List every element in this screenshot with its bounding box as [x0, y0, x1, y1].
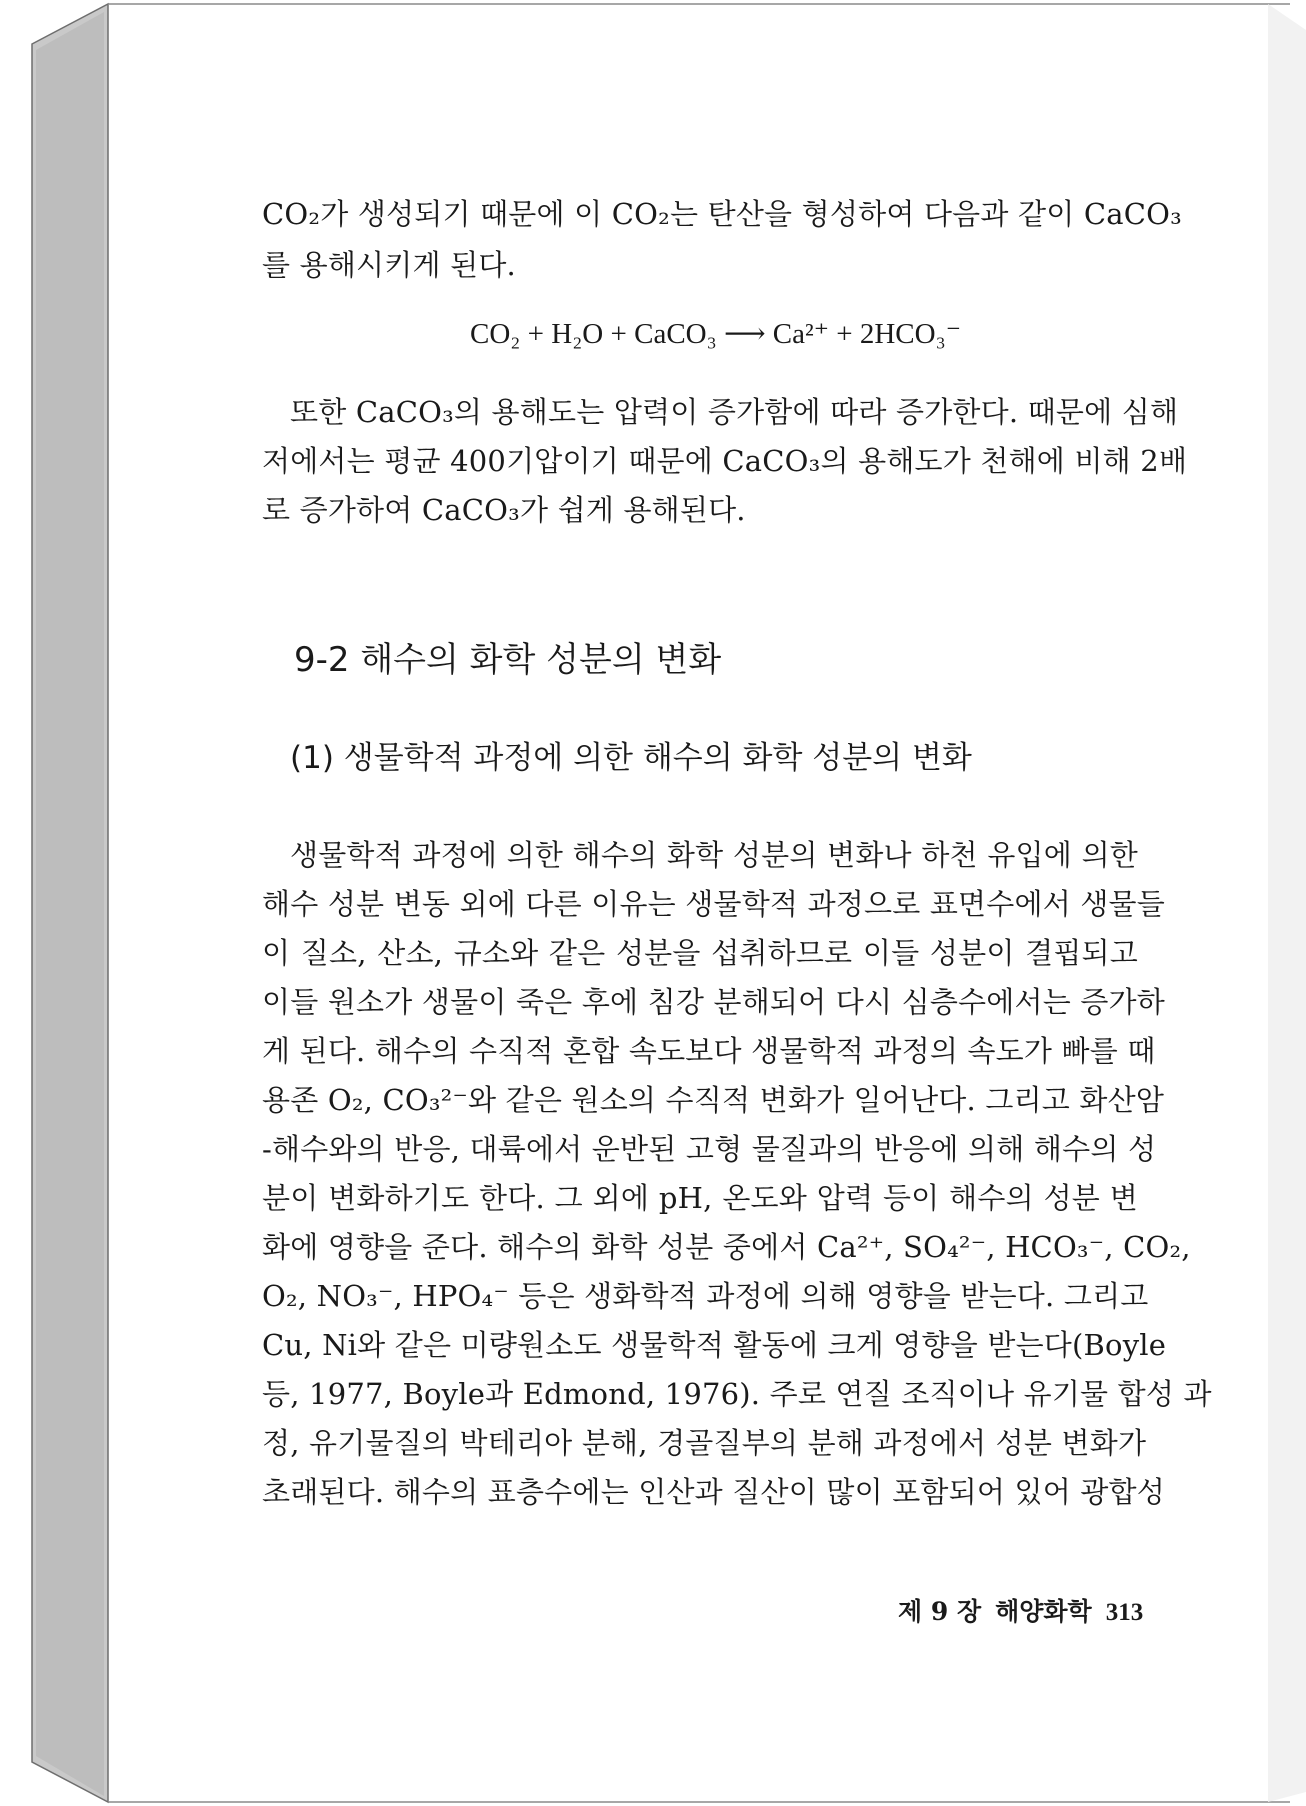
paragraph-line: Cu, Ni와 같은 미량원소도 생물학적 활동에 크게 영향을 받는다(Boyle [262, 1328, 1167, 1362]
paragraph-line: 정, 유기물질의 박테리아 분해, 경골질부의 분해 과정에서 성분 변화가 [262, 1426, 1147, 1460]
subsection-title: (1) 생물학적 과정에 의한 해수의 화학 성분의 변화 [290, 740, 972, 776]
paragraph-line: 분이 변화하기도 한다. 그 외에 pH, 온도와 압력 등이 해수의 성분 변 [262, 1181, 1138, 1215]
paragraph-line: 게 된다. 해수의 수직적 혼합 속도보다 생물학적 과정의 속도가 빠를 때 [262, 1034, 1156, 1068]
paragraph-line: 로 증가하여 CaCO₃가 쉽게 용해된다. [262, 493, 746, 527]
paragraph-line: 또한 CaCO₃의 용해도는 압력이 증가함에 따라 증가한다. 때문에 심해 [290, 395, 1179, 429]
paragraph-line: 를 용해시키게 된다. [262, 248, 516, 282]
paragraph-line: 생물학적 과정에 의한 해수의 화학 성분의 변화나 하천 유입에 의한 [290, 838, 1138, 872]
paragraph-line: 이들 원소가 생물이 죽은 후에 침강 분해되어 다시 심층수에서는 증가하 [262, 985, 1165, 1019]
paragraph-line: 등, 1977, Boyle과 Edmond, 1976). 주로 연질 조직이나 유기물 합성 과 [262, 1377, 1212, 1411]
paragraph-line: 저에서는 평균 400기압이기 때문에 CaCO₃의 용해도가 천해에 비해 2배 [262, 444, 1188, 478]
footer-chapter: 제 9 장 [898, 1597, 982, 1626]
footer-chapter-title: 해양화학 [995, 1597, 1092, 1626]
book-spine-shade [36, 12, 104, 1796]
page-footer [898, 1592, 1143, 1628]
book-page [108, 4, 1306, 1802]
chemical-equation: CO₂ + H₂O + CaCO₃ ⟶ Ca²⁺ + 2HCO₃⁻ [470, 318, 962, 350]
paragraph-line: -해수와의 반응, 대륙에서 운반된 고형 물질과의 반응에 의해 해수의 성 [262, 1132, 1157, 1166]
paragraph-line: O₂, NO₃⁻, HPO₄⁻ 등은 생화학적 과정에 의해 영향을 받는다. 그리고 [262, 1279, 1149, 1313]
paragraph-line: 해수 성분 변동 외에 다른 이유는 생물학적 과정으로 표면수에서 생물들 [262, 887, 1165, 921]
paragraph-line: 화에 영향을 준다. 해수의 화학 성분 중에서 Ca²⁺, SO₄²⁻, HCO₃⁻, CO₂, [262, 1230, 1191, 1264]
paragraph-line: CO₂가 생성되기 때문에 이 CO₂는 탄산을 형성하여 다음과 같이 CaCO₃ [262, 197, 1182, 231]
paragraph-line: 초래된다. 해수의 표층수에는 인산과 질산이 많이 포함되어 있어 광합성 [262, 1475, 1165, 1509]
paragraph-line: 용존 O₂, CO₃²⁻와 같은 원소의 수직적 변화가 일어난다. 그리고 화산암 [262, 1083, 1165, 1117]
section-title: 9-2 해수의 화학 성분의 변화 [294, 640, 722, 680]
page-number: 313 [1105, 1599, 1144, 1626]
paragraph-line: 이 질소, 산소, 규소와 같은 성분을 섭취하므로 이들 성분이 결핍되고 [262, 936, 1138, 970]
